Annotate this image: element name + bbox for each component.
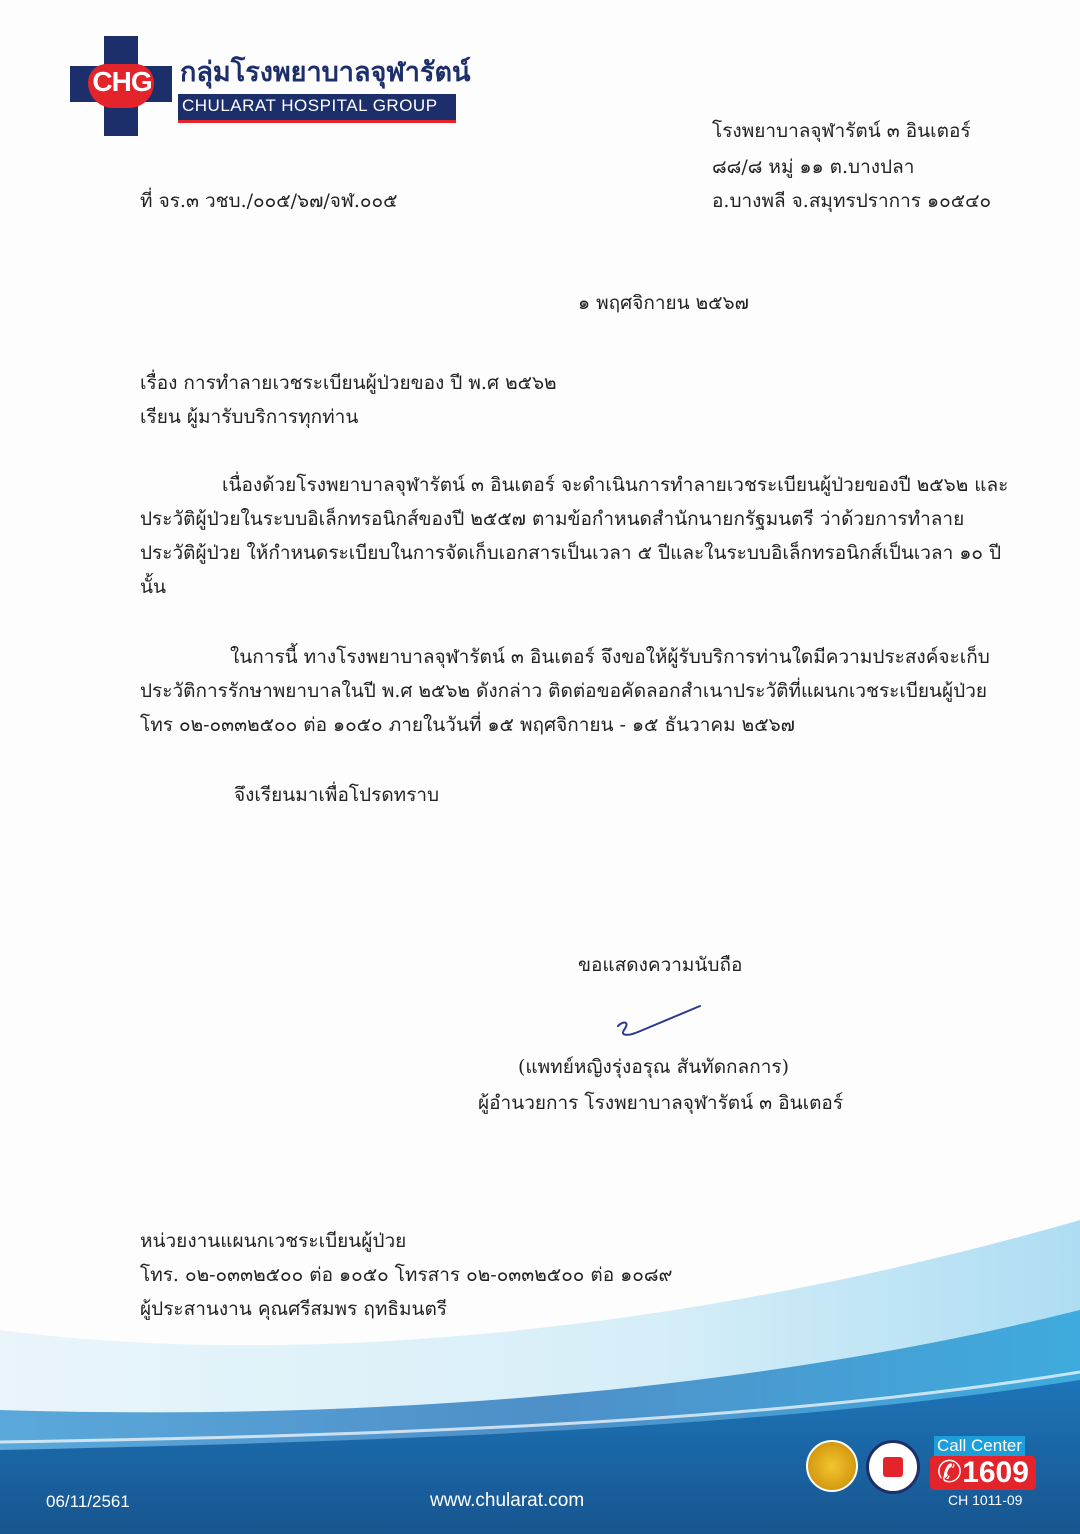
gold-seal-icon bbox=[806, 1440, 858, 1492]
chg-logo bbox=[70, 36, 470, 140]
subject-line: เรื่อง การทำลายเวชระเบียนผู้ป่วยของ ปี พ.ศ ๒๕๖๒ bbox=[140, 372, 557, 394]
sender-line-2: ๘๘/๘ หมู่ ๑๑ ต.บางปลา bbox=[712, 156, 915, 178]
body-para2-line-3: โทร ๐๒-๐๓๓๒๕๐๐ ต่อ ๑๐๕๐ ภายในวันที่ ๑๕ พฤศจิกายน - ๑๕ ธันวาคม ๒๕๖๗ bbox=[140, 714, 795, 736]
reference-number: ที่ จร.๓ วชบ./๐๐๕/๖๗/จฬ.๐๐๕ bbox=[140, 190, 398, 212]
sender-line-3: อ.บางพลี จ.สมุทรปราการ ๑๐๕๔๐ bbox=[712, 190, 992, 212]
body-para1-line-1: เนื่องด้วยโรงพยาบาลจุฬารัตน์ ๓ อินเตอร์ จะดำเนินการทำลายเวชระเบียนผู้ป่วยของปี ๒๕๖๒ และ bbox=[222, 474, 1009, 496]
form-code: CH 1011-09 bbox=[948, 1492, 1023, 1508]
logo-mark: CHG bbox=[92, 66, 152, 97]
signatory-position: ผู้อำนวยการ โรงพยาบาลจุฬารัตน์ ๓ อินเตอร์ bbox=[478, 1092, 844, 1114]
call-center-number-text: 1609 bbox=[962, 1456, 1029, 1489]
regards-text: ขอแสดงความนับถือ bbox=[578, 954, 743, 976]
call-center-number[interactable] bbox=[930, 1456, 1036, 1490]
body-para1-line-3: ประวัติผู้ป่วย ให้กำหนดระเบียบในการจัดเก็บเอกสารเป็นเวลา ๕ ปีและในระบบอิเล็กทรอนิกส์เป็นเวลา ๑๐ ปี bbox=[140, 542, 1002, 564]
body-para1-line-4: นั้น bbox=[140, 576, 166, 598]
body-para2-line-2: ประวัติการรักษาพยาบาลในปี พ.ศ ๒๕๖๒ ดังกล่าว ติดต่อขอคัดลอกสำเนาประวัติที่แผนกเวชระเบียนผู้ป่วย bbox=[140, 680, 988, 702]
body-para1-line-2: ประวัติผู้ป่วยในระบบอิเล็กทรอนิกส์ของปี ๒๕๕๗ ตามข้อกำหนดสำนักนายกรัฐมนตรี ว่าด้วยการทำลาย bbox=[140, 508, 965, 530]
form-date: 06/11/2561 bbox=[46, 1492, 130, 1511]
closing-line: จึงเรียนมาเพื่อโปรดทราบ bbox=[234, 784, 440, 806]
addressee-line: เรียน ผู้มารับบริการทุกท่าน bbox=[140, 406, 359, 428]
letter-date: ๑ พฤศจิกายน ๒๕๖๗ bbox=[578, 292, 749, 314]
website-link[interactable]: www.chularat.com bbox=[430, 1490, 585, 1511]
contact-coordinator: ผู้ประสานงาน คุณศรีสมพร ฤทธิมนตรี bbox=[140, 1298, 448, 1320]
contact-unit: หน่วยงานแผนกเวชระเบียนผู้ป่วย bbox=[140, 1230, 407, 1252]
call-center-label: Call Center bbox=[934, 1436, 1025, 1456]
phone-icon: ✆ bbox=[937, 1456, 963, 1489]
body-para2-line-1: ในการนี้ ทางโรงพยาบาลจุฬารัตน์ ๓ อินเตอร์ จึงขอให้ผู้รับบริการท่านใดมีความประสงค์จะเก็บ bbox=[230, 646, 990, 668]
logo-name-en: CHULARAT HOSPITAL GROUP bbox=[182, 96, 438, 115]
signatory-name: (แพทย์หญิงรุ่งอรุณ สันทัดกลการ) bbox=[518, 1056, 789, 1078]
handwritten-signature bbox=[610, 1000, 710, 1046]
accreditation-badge-icon bbox=[866, 1440, 920, 1494]
contact-phone: โทร. ๐๒-๐๓๓๒๕๐๐ ต่อ ๑๐๕๐ โทรสาร ๐๒-๐๓๓๒๕๐๐ ต่อ ๑๐๘๙ bbox=[140, 1264, 673, 1286]
logo-name-th: กลุ่มโรงพยาบาลจุฬารัตน์ bbox=[180, 57, 471, 88]
sender-line-1: โรงพยาบาลจุฬารัตน์ ๓ อินเตอร์ bbox=[712, 120, 971, 142]
